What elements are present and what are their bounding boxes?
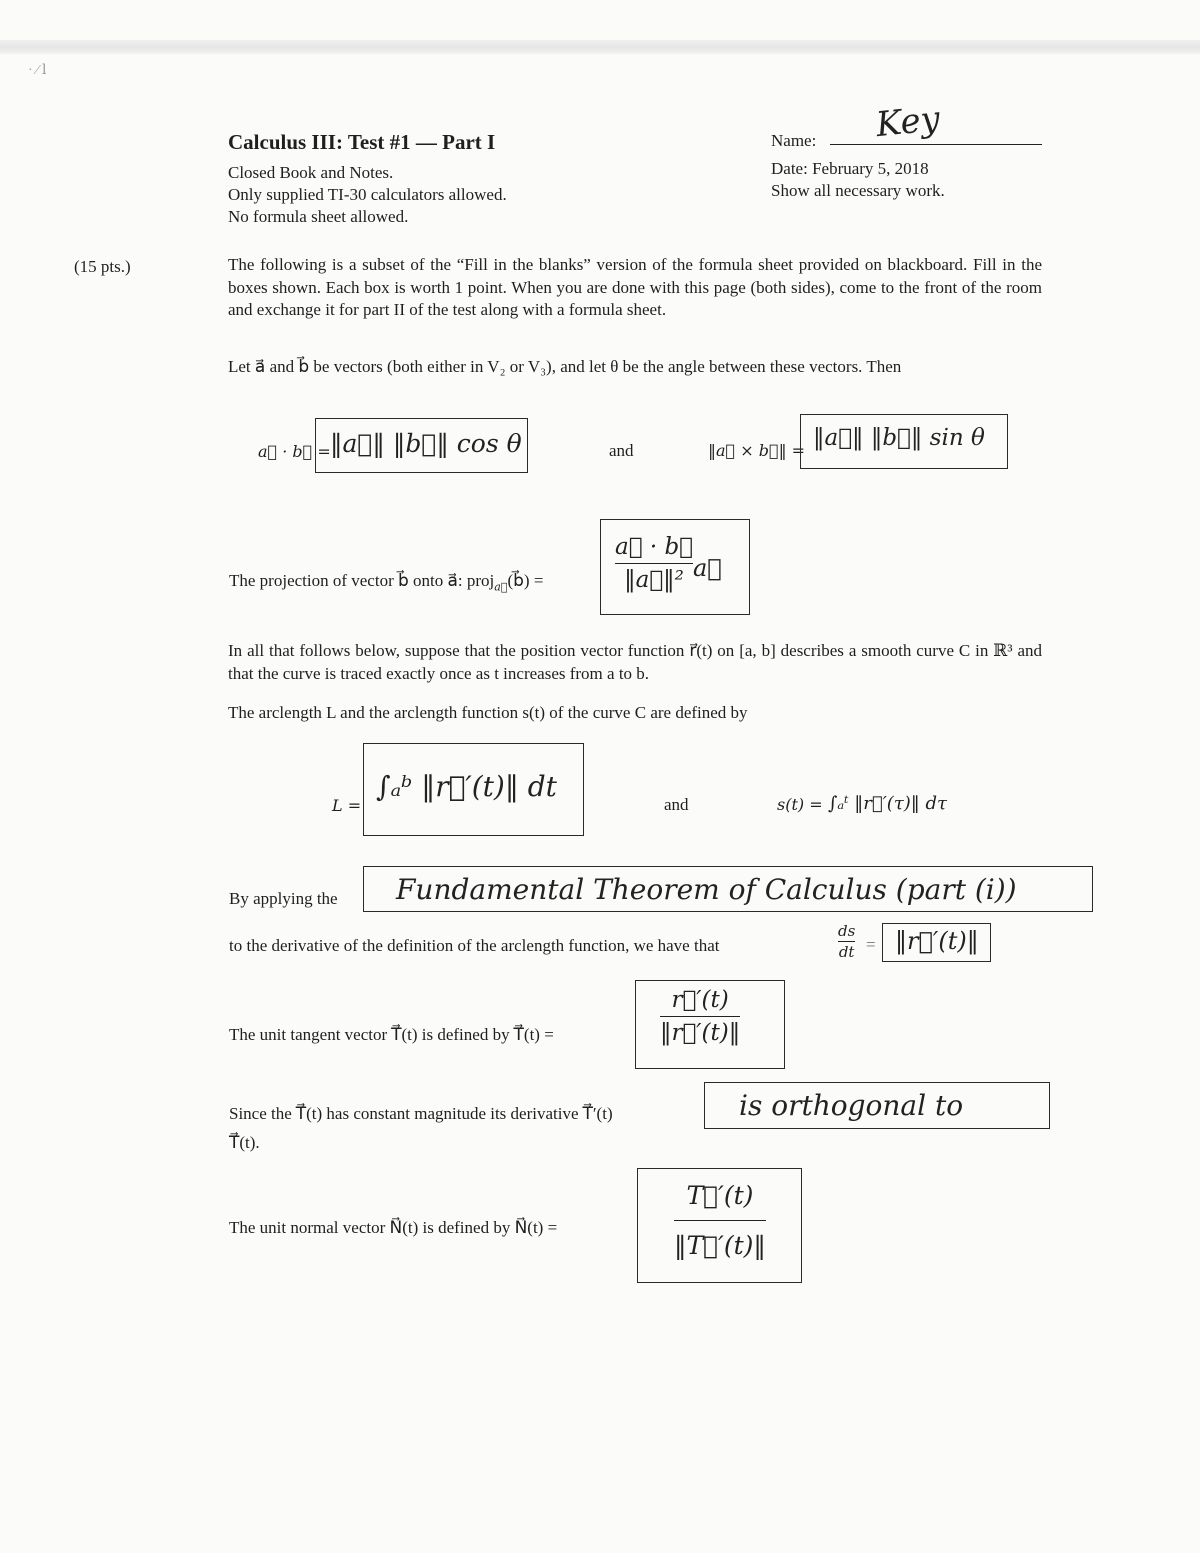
tangent-label: The unit tangent vector T⃗(t) is defined by T⃗(t) = bbox=[229, 1025, 554, 1044]
fraction-bar bbox=[660, 1016, 740, 1017]
dt: dt bbox=[838, 943, 855, 961]
L-label: L = bbox=[332, 796, 362, 815]
cross-product-label: ‖a⃗ × b⃗‖ = bbox=[708, 441, 806, 460]
and-label-1: and bbox=[609, 441, 634, 460]
ftc-answer: Fundamental Theorem of Calculus (part (i)) bbox=[396, 873, 1017, 906]
ftc-box[interactable] bbox=[363, 866, 1093, 912]
projection-label-text: The projection of vector b⃗ onto a⃗: proj bbox=[229, 571, 495, 590]
and-label-2: and bbox=[664, 795, 689, 814]
tangent-box[interactable] bbox=[635, 980, 785, 1069]
projection-denominator: ‖a⃗‖² bbox=[624, 567, 684, 593]
points-label: (15 pts.) bbox=[74, 257, 131, 276]
ds: ds bbox=[838, 922, 856, 940]
s-label: s(t) = bbox=[777, 795, 823, 814]
instruction-line-1: Closed Book and Notes. bbox=[228, 163, 394, 182]
cross-product-answer: ‖a⃗‖ ‖b⃗‖ sin θ bbox=[813, 425, 985, 451]
orthogonal-box[interactable] bbox=[704, 1082, 1050, 1129]
normal-numerator: T⃗′(t) bbox=[686, 1181, 754, 1210]
tangent-fraction bbox=[660, 987, 740, 1046]
normal-label: The unit normal vector N⃗(t) is defined by N⃗(t) = bbox=[229, 1218, 558, 1237]
name-line bbox=[830, 144, 1042, 145]
arclength-box[interactable] bbox=[363, 743, 584, 836]
orthogonal-label: Since the T⃗(t) has constant magnitude its derivative T⃗′(t) bbox=[229, 1104, 613, 1123]
name-label: Name: bbox=[771, 131, 817, 150]
scan-artifact-band bbox=[0, 40, 1200, 54]
orthogonal-end: T⃗(t). bbox=[229, 1133, 260, 1152]
projection-label bbox=[229, 571, 543, 593]
dot-product-label: a⃗ · b⃗ = bbox=[258, 442, 331, 461]
tangent-denominator: ‖r⃗′(t)‖ bbox=[660, 1020, 741, 1046]
fraction-bar bbox=[838, 941, 855, 942]
projection-box[interactable] bbox=[600, 519, 750, 615]
derivative-label: to the derivative of the definition of the arclength function, we have that bbox=[229, 936, 720, 955]
ftc-label: By applying the bbox=[229, 889, 338, 908]
cross-product-box[interactable] bbox=[800, 414, 1008, 469]
vectors-sentence: Let a⃗ and b⃗ be vectors (both either in V₂ or V₃), and let θ be the angle between these vectors. Then bbox=[228, 357, 902, 376]
dot-product-answer: ‖a⃗‖ ‖b⃗‖ cos θ bbox=[330, 429, 522, 458]
projection-numerator: a⃗ · b⃗ bbox=[615, 534, 693, 560]
orthogonal-answer: is orthogonal to bbox=[739, 1089, 964, 1122]
page-title: Calculus III: Test #1 — Part I bbox=[228, 130, 496, 154]
projection-label-end: (b⃗) = bbox=[507, 571, 544, 590]
name-handwritten: Key bbox=[874, 98, 942, 146]
s-formula: ∫ₐᵗ ‖r⃗′(τ)‖ dτ bbox=[828, 793, 947, 814]
projection-fraction bbox=[615, 534, 693, 593]
ds-dt-fraction bbox=[838, 922, 855, 961]
arclength-sentence: The arclength L and the arclength function s(t) of the curve C are defined by bbox=[228, 703, 748, 722]
instruction-line-3: No formula sheet allowed. bbox=[228, 207, 409, 226]
normal-box[interactable] bbox=[637, 1168, 802, 1283]
fraction-bar bbox=[615, 563, 693, 564]
ds-dt-answer: ‖r⃗′(t)‖ bbox=[895, 927, 979, 955]
curve-paragraph: In all that follows below, suppose that the position vector function r⃗(t) on [a, b] describes a smooth curve C in ℝ³ and that the curve is traced exactly once as t increases from a to b. bbox=[228, 641, 1042, 683]
projection-subscript: a⃗ bbox=[494, 580, 508, 594]
instruction-line-2: Only supplied TI-30 calculators allowed. bbox=[228, 185, 507, 204]
normal-denominator: ‖T⃗′(t)‖ bbox=[674, 1231, 766, 1260]
fraction-bar bbox=[674, 1220, 766, 1221]
intro-paragraph: The following is a subset of the “Fill in the blanks” version of the formula sheet provided on blackboard. Fill in the boxes shown. Each box is worth 1 point. When you are done with this page (both sides), come to the front of the room and exchange it for part II of the test along with a formula sheet. bbox=[228, 255, 1042, 319]
ds-dt-box[interactable] bbox=[882, 923, 991, 962]
scan-corner-mark: · ⁄ ⅼ bbox=[28, 63, 47, 78]
arclength-answer: ∫ₐᵇ ‖r⃗′(t)‖ dt bbox=[376, 770, 557, 803]
date-text: Date: February 5, 2018 bbox=[771, 159, 929, 178]
equals-sign: = bbox=[866, 935, 876, 954]
show-work-text: Show all necessary work. bbox=[771, 181, 945, 200]
projection-vector-a: a⃗ bbox=[693, 554, 722, 582]
tangent-numerator: r⃗′(t) bbox=[671, 987, 729, 1013]
normal-fraction bbox=[674, 1181, 766, 1260]
dot-product-box[interactable] bbox=[315, 418, 528, 473]
